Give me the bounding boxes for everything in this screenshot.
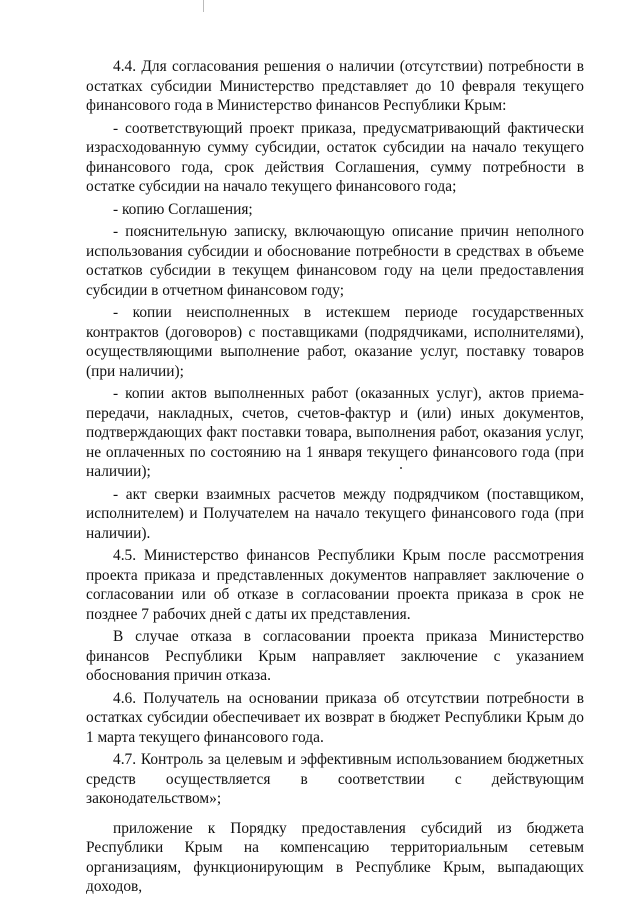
paragraph-appendix: приложение к Порядку предоставления субсидий из бюджета Республики Крым на компенсацию территориальным сетевым организациям, функционирующим в Республике Крым, выпадающих доходов, [86,819,584,895]
paragraph-4-4: 4.4. Для согласования решения о наличии (отсутствии) потребности в остатках субсидии Министерство представляет до 10 февраля текущего финансового года в Министерство финансов Республики Крым: [86,58,584,114]
paragraph-4-6: 4.6. Получатель на основании приказа об отсутствии потребности в остатках субсидии обеспечивает их возврат в бюджет Республики Крым до 1 марта текущего финансового года. [86,689,584,746]
document-body [86,57,584,897]
paragraph-4-7: 4.7. Контроль за целевым и эффективным использованием бюджетных средств осуществляется в соответствии с действующим законодательством»; [86,751,584,807]
list-item-explanatory-note: - пояснительную записку, включающую описание причин неполного использования субсидии и обоснование потребности в средствах в объеме остатков субсидии в текущем финансовом году на цели предоставления субсидии в отчетном финансовом году; [86,223,584,299]
list-item-acts: - копии актов выполненных работ (оказанных услуг), актов приема-передачи, накладных, счетов, счетов-фактур и (или) иных документов, подтверждающих факт поставки товара, выполнения работ, оказания услуг, не оплаченных по состоянию на 1 января текущего финансового года (при наличии); [86,385,584,480]
paragraph-refusal: В случае отказа в согласовании проекта приказа Министерство финансов Республики Крым направляет заключение с указанием обоснования причин отказа. [86,628,584,684]
list-item-reconciliation: - акт сверки взаимных расчетов между подрядчиком (поставщиком, исполнителем) и Получателем на начало текущего финансового года (при наличии). [86,485,584,542]
scan-mark [203,0,204,12]
list-item-contracts: - копии неисполненных в истекшем периоде государственных контрактов (договоров) с поставщиками (подрядчиками, исполнителями), осуществляющими выполнение работ, оказание услуг, поставку товаров (при наличии); [86,304,584,380]
paragraph-4-5: 4.5. Министерство финансов Республики Крым после рассмотрения проекта приказа и представленных документов направляет заключение о согласовании или об отказе в согласовании проекта приказа в срок не позднее 7 рабочих дней с даты их представления. [86,547,584,623]
list-item-agreement-copy: - копию Соглашения; [113,200,253,218]
list-item-draft-order: - соответствующий проект приказа, предусматривающий фактически израсходованную сумму субсидии, остаток субсидии на начало текущего финансового года, срок действия Соглашения, сумму потребности в остатке субсидии на начало текущего финансового года; [86,119,584,195]
